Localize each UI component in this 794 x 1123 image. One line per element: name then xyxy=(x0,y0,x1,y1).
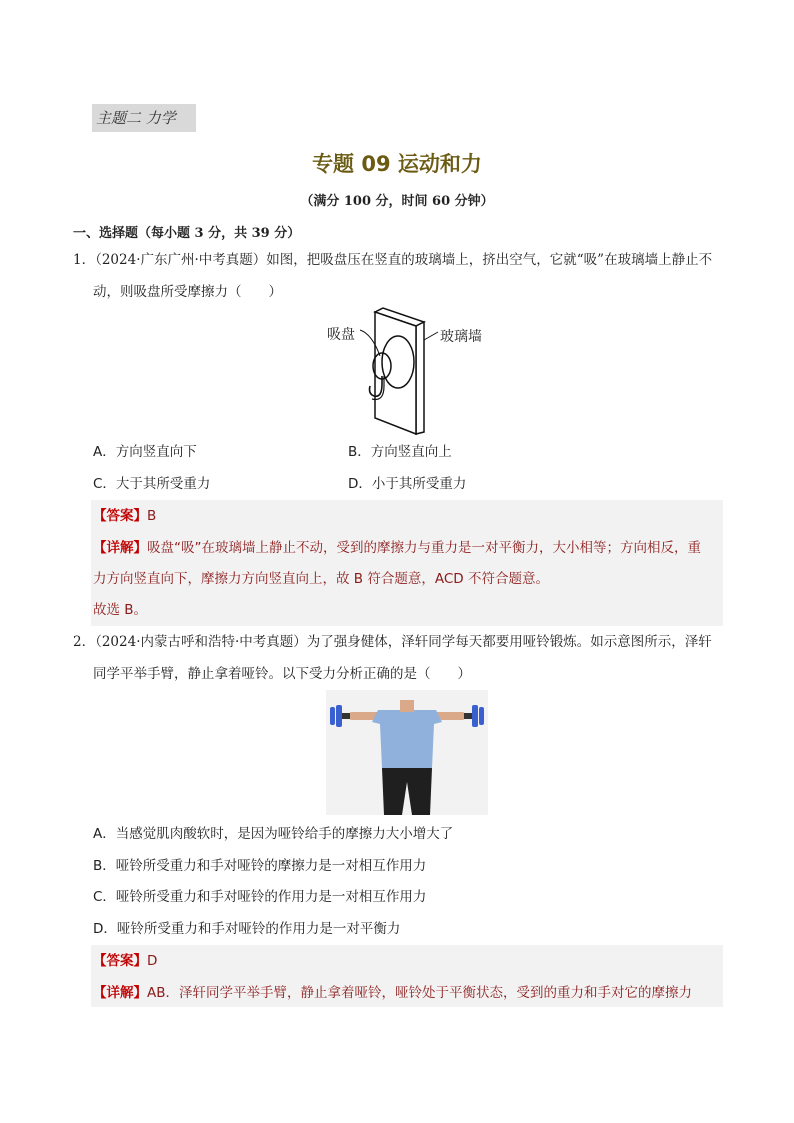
detail-tag: 【详解】 xyxy=(93,540,147,556)
detail-text: AB．泽轩同学平举手臂，静止拿着哑铃，哑铃处于平衡状态，受到的重力和手对它的摩擦力 xyxy=(147,985,692,1001)
detail-text: 吸盘“吸”在玻璃墙上静止不动，受到的摩擦力与重力是一对平衡力，大小相等；方向相反，重 xyxy=(147,540,701,556)
answer-value: B xyxy=(147,508,157,524)
q1-detail-line1 xyxy=(93,538,701,558)
person-dumbbell-illustration xyxy=(326,690,488,815)
q2-option-b: B．哑铃所受重力和手对哑铃的摩擦力是一对相互作用力 xyxy=(93,858,427,874)
figure-label-suction-cup: 吸盘 xyxy=(327,327,355,343)
q1-stem-line2: 动，则吸盘所受摩擦力（ ） xyxy=(93,284,282,300)
q2-option-d: D．哑铃所受重力和手对哑铃的作用力是一对平衡力 xyxy=(93,921,401,937)
q2-answer xyxy=(93,951,157,971)
section-heading: 一、选择题（每小题 3 分，共 39 分） xyxy=(73,226,301,241)
q1-option-a: A．方向竖直向下 xyxy=(93,444,197,460)
q1-stem-line1: 1．（2024·广东广州·中考真题）如图，把吸盘压在竖直的玻璃墙上，挤出空气，它就“吸”在玻璃墙上静止不 xyxy=(73,252,713,268)
q1-answer-box xyxy=(91,500,723,626)
q1-option-c: C．大于其所受重力 xyxy=(93,476,211,492)
page-subtitle: （满分 100 分，时间 60 分钟） xyxy=(300,194,494,209)
q2-photo-dumbbell xyxy=(326,690,488,815)
page-title: 专题 09 运动和力 xyxy=(312,152,482,176)
q2-detail-line1 xyxy=(93,983,692,1003)
theme-tag: 主题二 力学 xyxy=(92,104,196,132)
figure-label-glass-wall: 玻璃墙 xyxy=(440,329,482,345)
detail-tag: 【详解】 xyxy=(93,985,147,1001)
q2-stem-line2: 同学平举手臂，静止拿着哑铃。以下受力分析正确的是（ ） xyxy=(93,666,471,682)
q2-stem-line1: 2．（2024·内蒙古呼和浩特·中考真题）为了强身健体，泽轩同学每天都要用哑铃锻炼。如示意图所示，泽轩 xyxy=(73,634,712,650)
q2-option-a: A．当感觉肌肉酸软时，是因为哑铃给手的摩擦力大小增大了 xyxy=(93,826,454,842)
q1-detail-line3: 故选 B。 xyxy=(93,602,148,618)
q1-option-b: B．方向竖直向上 xyxy=(348,444,452,460)
q1-option-d: D．小于其所受重力 xyxy=(348,476,467,492)
q1-detail-line2: 力方向竖直向下，摩擦力方向竖直向上，故 B 符合题意，ACD 不符合题意。 xyxy=(93,571,549,587)
q2-option-c: C．哑铃所受重力和手对哑铃的作用力是一对相互作用力 xyxy=(93,889,427,905)
answer-tag: 【答案】 xyxy=(93,953,147,969)
answer-value: D xyxy=(147,953,158,969)
q1-answer xyxy=(93,506,156,526)
answer-tag: 【答案】 xyxy=(93,508,147,524)
